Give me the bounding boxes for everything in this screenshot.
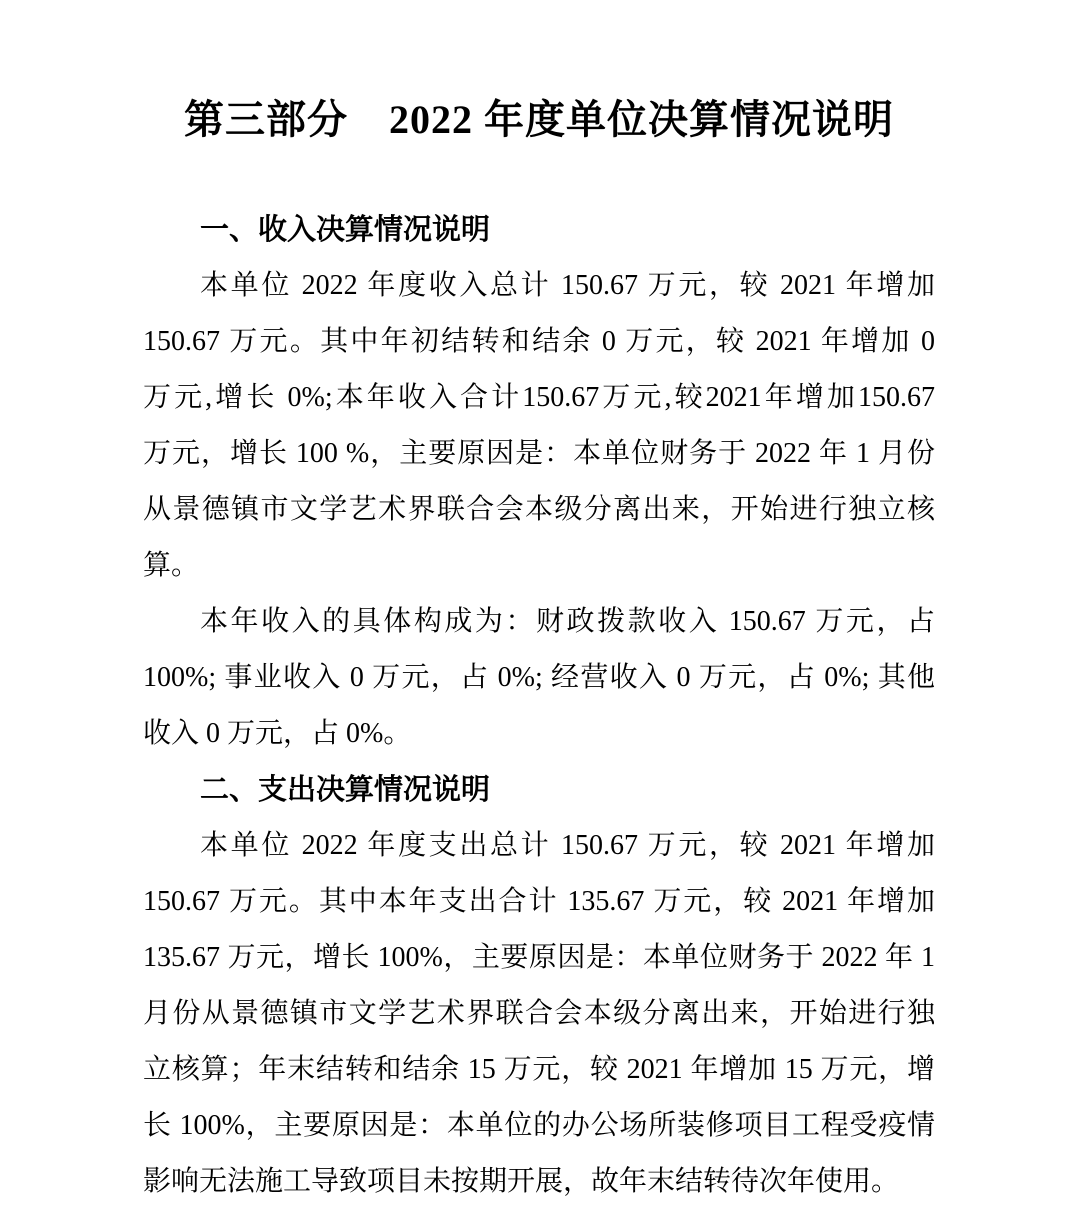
text-line: 算。 [143,550,200,581]
text-line: 月份从景德镇市文学艺术界联合会本级分离出来，开始进行独 [143,998,935,1029]
text-line: 收入 0 万元，占 0%。 [143,718,412,749]
income-section-heading: 一、收入决算情况说明 [200,214,491,246]
text-line: 本年收入的具体构成为：财政拨款收入 150.67 万元，占 [200,606,935,637]
document-page [143,0,935,1210]
income-paragraph-2 [143,594,935,762]
text-line: 150.67 万元。其中本年支出合计 135.67 万元，较 2021 年增加 [143,886,935,917]
text-line: 影响无法施工导致项目未按期开展，故年末结转待次年使用。 [143,1166,900,1197]
text-line: 从景德镇市文学艺术界联合会本级分离出来，开始进行独立核 [143,494,935,525]
text-line: 万元,增长 0%;本年收入合计150.67万元,较2021年增加150.67 [143,382,935,413]
income-paragraph-1 [143,258,935,594]
text-line: 万元，增长 100 %，主要原因是：本单位财务于 2022 年 1 月份 [143,438,935,469]
document-title: 第三部分 2022 年度单位决算情况说明 [184,97,894,142]
title-spacer [143,148,935,202]
text-line: 本单位 2022 年度收入总计 150.67 万元，较 2021 年增加 [200,270,935,301]
text-line: 立核算；年末结转和结余 15 万元，较 2021 年增加 15 万元，增 [143,1054,935,1085]
text-line: 长 100%，主要原因是：本单位的办公场所装修项目工程受疫情 [143,1110,935,1141]
text-line: 本单位 2022 年度支出总计 150.67 万元，较 2021 年增加 [200,830,935,861]
text-line: 135.67 万元，增长 100%，主要原因是：本单位财务于 2022 年 1 [143,942,935,973]
text-line: 150.67 万元。其中年初结转和结余 0 万元，较 2021 年增加 0 [143,326,935,357]
expenditure-paragraph-1 [143,818,935,1210]
expenditure-section-heading: 二、支出决算情况说明 [200,774,491,806]
text-line: 100%; 事业收入 0 万元，占 0%; 经营收入 0 万元，占 0%; 其他 [143,662,935,693]
